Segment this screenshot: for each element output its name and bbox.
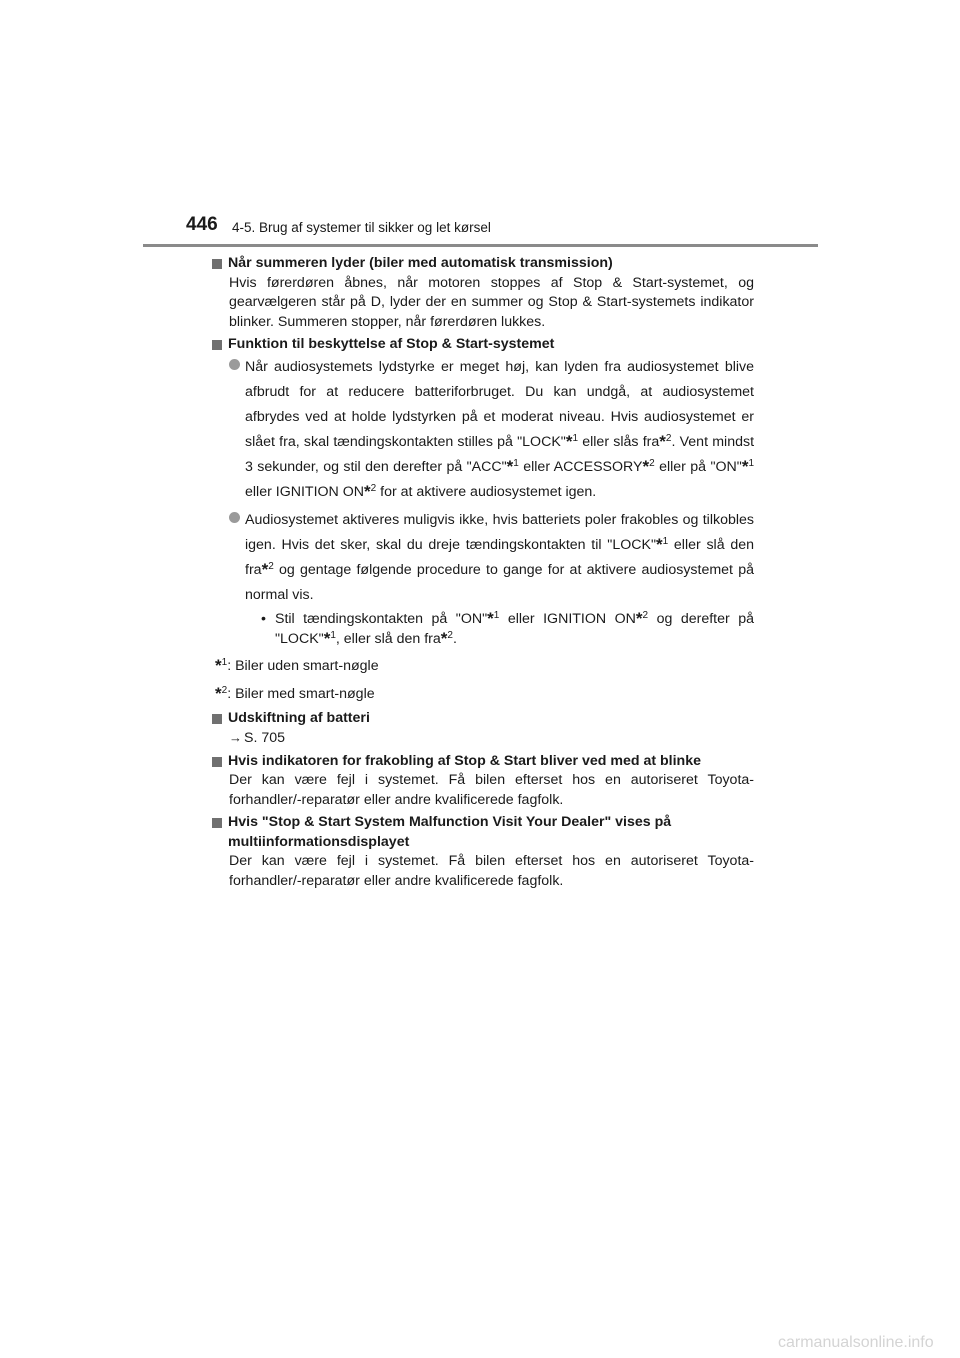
square-bullet-icon — [212, 757, 222, 767]
page-number: 446 — [186, 214, 218, 235]
section-text: Hvis førerdøren åbnes, når motoren stoppes af Stop & Start-systemet, og gearvælgeren står på D, lyder der en summer og Stop & Start-systemets indikator blinker. Summeren stopper, når førerdøren lukkes. — [229, 274, 754, 330]
square-bullet-icon — [212, 714, 222, 724]
section-title: Udskiftning af batteri — [228, 709, 370, 726]
section-title: Funktion til beskyttelse af Stop & Start-systemet — [228, 336, 555, 352]
section-malfunction — [212, 813, 754, 891]
list-item-text: Når audiosystemets lydstyrke er meget høj, kan lyden fra audiosystemet blive afbrudt for at reducere batteriforbruget. Du kan undgå, at audiosystemet afbrydes ved at holde lydstyrken på et moderat niveau. Hvis audiosystemet er slået fra, skal tændingskontakten stilles på "LOCK"*$^1$ eller slås fra*$^2$. Vent mindst 3 sekunder, og stil den derefter på "ACC"*$^1$ eller ACCESSORY*$^2$ eller på "ON"*$^1$ eller IGNITION ON*$^2$ for at aktivere audiosystemet igen. — [245, 358, 755, 501]
section-battery — [212, 709, 754, 749]
section-protection — [212, 335, 754, 649]
watermark: carmanualsonline.info — [778, 1334, 934, 1351]
square-bullet-icon — [212, 259, 222, 269]
section-title: Hvis "Stop & Start System Malfunction Visit Your Dealer" vises på multiinformationsdisplayet — [228, 814, 672, 850]
square-bullet-icon — [212, 818, 222, 828]
page-header — [186, 214, 826, 244]
section-buzzer — [212, 254, 754, 332]
chapter-title: 4-5. Brug af systemer til sikker og let kørsel — [232, 220, 491, 235]
footnote-2: *$^2$: Biler med smart-nøgle — [215, 683, 375, 703]
square-bullet-icon — [212, 340, 222, 350]
section-title: Når summeren lyder (biler med automatisk transmission) — [228, 255, 613, 271]
page-reference-link[interactable]: → S. 705 — [229, 730, 286, 746]
round-bullet-icon — [229, 512, 240, 523]
page-content — [212, 254, 754, 894]
arrow-right-icon: → — [229, 730, 242, 745]
sub-list-item: • Stil tændingskontakten på "ON"*$^1$ eller IGNITION ON*$^2$ og derefter på "LOCK"*$^1$, eller slå den fra*$^2$. — [261, 608, 754, 648]
section-text: Der kan være fejl i systemet. Få bilen efterset hos en autoriseret Toyota-forhandler/-reparatør eller andre kvalificerede fagfolk. — [229, 853, 754, 889]
section-title: Hvis indikatoren for frakobling af Stop & Start bliver ved med at blinke — [228, 752, 702, 769]
header-divider — [143, 244, 818, 247]
list-item — [229, 508, 754, 649]
section-text: Der kan være fejl i systemet. Få bilen efterset hos en autoriseret Toyota-forhandler/-reparatør eller andre kvalificerede fagfolk. — [229, 772, 754, 808]
section-indicator — [212, 752, 754, 811]
list-item — [229, 355, 754, 505]
footnote-1: *$^1$: Biler uden smart-nøgle — [215, 655, 379, 675]
list-item-text: Audiosystemet aktiveres muligvis ikke, hvis batteriets poler frakobles og tilkobles igen. Hvis det sker, skal du dreje tændingskontakten til "LOCK"*$^1$ eller slå den fra*$^2$ og gentage følgende procedure to gange for at aktivere audiosystemet på normal vis. • Stil tændingskontakten på "ON"*$^1$ eller IGNITION ON*$^2$ og derefter på "LOCK"*$^1$, eller slå den fra*$^2$. — [245, 511, 754, 648]
round-bullet-icon — [229, 359, 240, 370]
